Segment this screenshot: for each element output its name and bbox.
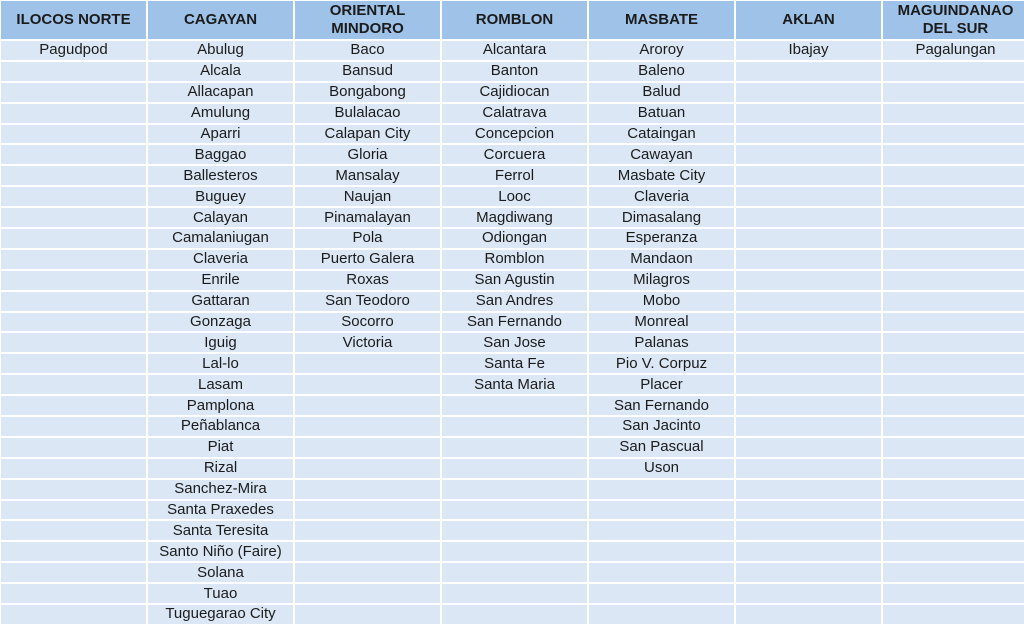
- table-cell: Roxas: [295, 271, 440, 290]
- table-cell: Sanchez-Mira: [148, 480, 293, 499]
- table-cell: Piat: [148, 438, 293, 457]
- column-header: CAGAYAN: [148, 1, 293, 39]
- table-cell: San Teodoro: [295, 292, 440, 311]
- table-cell: Concepcion: [442, 125, 587, 144]
- table-cell: [736, 208, 881, 227]
- table-cell: [736, 417, 881, 436]
- table-cell: [736, 542, 881, 561]
- table-cell: San Jose: [442, 333, 587, 352]
- table-cell: [442, 459, 587, 478]
- table-cell: [1, 333, 146, 352]
- table-cell: Lal-lo: [148, 354, 293, 373]
- table-body: [1, 41, 1024, 624]
- table-cell: San Agustin: [442, 271, 587, 290]
- table-cell: Dimasalang: [589, 208, 734, 227]
- table-row: [1, 417, 1024, 436]
- table-cell: [883, 584, 1024, 603]
- table-cell: San Andres: [442, 292, 587, 311]
- table-row: [1, 480, 1024, 499]
- table-cell: [442, 563, 587, 582]
- table-row: [1, 396, 1024, 415]
- table-cell: [295, 354, 440, 373]
- table-cell: Camalaniugan: [148, 229, 293, 248]
- table-cell: Pagalungan: [883, 41, 1024, 60]
- table-cell: [736, 333, 881, 352]
- table-cell: Baco: [295, 41, 440, 60]
- table-cell: [589, 605, 734, 624]
- column-header: ILOCOS NORTE: [1, 1, 146, 39]
- table-row: [1, 145, 1024, 164]
- table-row: [1, 292, 1024, 311]
- table-cell: Bansud: [295, 62, 440, 81]
- table-cell: [1, 563, 146, 582]
- table-row: [1, 605, 1024, 624]
- table-cell: Claveria: [148, 250, 293, 269]
- table-cell: [736, 313, 881, 332]
- table-cell: [736, 271, 881, 290]
- table-cell: [736, 229, 881, 248]
- table-cell: [295, 563, 440, 582]
- table-cell: [1, 501, 146, 520]
- table-cell: [1, 208, 146, 227]
- table-cell: [883, 187, 1024, 206]
- table-cell: Corcuera: [442, 145, 587, 164]
- table-cell: Santo Niño (Faire): [148, 542, 293, 561]
- table-cell: Socorro: [295, 313, 440, 332]
- table-cell: Baleno: [589, 62, 734, 81]
- table-cell: [883, 250, 1024, 269]
- table-cell: [883, 605, 1024, 624]
- table-cell: Cajidiocan: [442, 83, 587, 102]
- table-cell: Iguig: [148, 333, 293, 352]
- table-cell: [883, 313, 1024, 332]
- table-cell: [442, 438, 587, 457]
- table-cell: Pinamalayan: [295, 208, 440, 227]
- table-cell: [1, 459, 146, 478]
- table-cell: [883, 396, 1024, 415]
- table-cell: [883, 104, 1024, 123]
- table-cell: Banton: [442, 62, 587, 81]
- table-cell: [736, 584, 881, 603]
- table-cell: [442, 396, 587, 415]
- table-cell: [736, 292, 881, 311]
- table-cell: [883, 229, 1024, 248]
- table-cell: [589, 563, 734, 582]
- table-cell: Calatrava: [442, 104, 587, 123]
- column-header: AKLAN: [736, 1, 881, 39]
- table-cell: [736, 104, 881, 123]
- table-cell: Ibajay: [736, 41, 881, 60]
- table-row: [1, 229, 1024, 248]
- table-cell: Mandaon: [589, 250, 734, 269]
- table-cell: Aroroy: [589, 41, 734, 60]
- table-cell: [883, 459, 1024, 478]
- table-row: [1, 521, 1024, 540]
- table-cell: [736, 145, 881, 164]
- table-cell: [883, 438, 1024, 457]
- table-cell: [1, 250, 146, 269]
- table-cell: Masbate City: [589, 166, 734, 185]
- table-row: [1, 62, 1024, 81]
- table-cell: [883, 375, 1024, 394]
- table-cell: [1, 271, 146, 290]
- table-cell: [736, 250, 881, 269]
- table-cell: [736, 83, 881, 102]
- table-cell: [736, 396, 881, 415]
- table-cell: Pio V. Corpuz: [589, 354, 734, 373]
- column-header: MAGUINDANAO DEL SUR: [883, 1, 1024, 39]
- table-cell: Victoria: [295, 333, 440, 352]
- table-cell: Mansalay: [295, 166, 440, 185]
- table-cell: Calayan: [148, 208, 293, 227]
- table-cell: Gonzaga: [148, 313, 293, 332]
- table-cell: [736, 480, 881, 499]
- table-cell: Alcantara: [442, 41, 587, 60]
- table-cell: Allacapan: [148, 83, 293, 102]
- table-cell: Alcala: [148, 62, 293, 81]
- table-cell: San Pascual: [589, 438, 734, 457]
- table-cell: Bongabong: [295, 83, 440, 102]
- table-cell: [883, 166, 1024, 185]
- table-cell: [736, 187, 881, 206]
- table-cell: [736, 62, 881, 81]
- table-cell: Claveria: [589, 187, 734, 206]
- table-cell: [883, 125, 1024, 144]
- table-cell: Milagros: [589, 271, 734, 290]
- table-cell: Santa Praxedes: [148, 501, 293, 520]
- table-cell: Baggao: [148, 145, 293, 164]
- table-cell: [1, 83, 146, 102]
- table-cell: [442, 480, 587, 499]
- table-cell: Amulung: [148, 104, 293, 123]
- table-cell: Aparri: [148, 125, 293, 144]
- table-cell: [1, 104, 146, 123]
- table-cell: Santa Fe: [442, 354, 587, 373]
- table-cell: Cataingan: [589, 125, 734, 144]
- table-cell: Ballesteros: [148, 166, 293, 185]
- table-cell: [736, 166, 881, 185]
- table-row: [1, 354, 1024, 373]
- table-cell: Pola: [295, 229, 440, 248]
- table-row: [1, 501, 1024, 520]
- table-cell: Balud: [589, 83, 734, 102]
- table-cell: [442, 521, 587, 540]
- table-cell: [883, 354, 1024, 373]
- table-cell: [1, 584, 146, 603]
- table-cell: [736, 125, 881, 144]
- table-cell: [1, 542, 146, 561]
- table-row: [1, 166, 1024, 185]
- table-row: [1, 438, 1024, 457]
- table-cell: [736, 501, 881, 520]
- table-row: [1, 375, 1024, 394]
- table-cell: [1, 145, 146, 164]
- table-cell: [883, 333, 1024, 352]
- table-row: [1, 83, 1024, 102]
- table-cell: [295, 542, 440, 561]
- table-cell: San Fernando: [442, 313, 587, 332]
- table-cell: Tuguegarao City: [148, 605, 293, 624]
- table-cell: San Fernando: [589, 396, 734, 415]
- table-cell: [442, 605, 587, 624]
- table-row: [1, 187, 1024, 206]
- table-cell: Tuao: [148, 584, 293, 603]
- table-cell: [1, 438, 146, 457]
- table-cell: Palanas: [589, 333, 734, 352]
- table-cell: [1, 313, 146, 332]
- table-cell: [1, 417, 146, 436]
- table-cell: [295, 584, 440, 603]
- column-header: ORIENTAL MINDORO: [295, 1, 440, 39]
- table-row: [1, 563, 1024, 582]
- table-cell: Santa Maria: [442, 375, 587, 394]
- table-cell: [1, 125, 146, 144]
- header-row: [1, 1, 1024, 39]
- table-cell: Mobo: [589, 292, 734, 311]
- table-row: [1, 313, 1024, 332]
- table-row: [1, 41, 1024, 60]
- table-cell: [736, 438, 881, 457]
- table-cell: [589, 584, 734, 603]
- table-cell: [1, 396, 146, 415]
- table-row: [1, 542, 1024, 561]
- table-cell: Bulalacao: [295, 104, 440, 123]
- table-cell: [883, 292, 1024, 311]
- table-cell: [295, 480, 440, 499]
- table-cell: [736, 459, 881, 478]
- table-cell: Romblon: [442, 250, 587, 269]
- table-cell: [736, 375, 881, 394]
- table-cell: [295, 605, 440, 624]
- table-cell: [883, 62, 1024, 81]
- table-row: [1, 584, 1024, 603]
- table-cell: [1, 375, 146, 394]
- table-cell: Looc: [442, 187, 587, 206]
- table-cell: Naujan: [295, 187, 440, 206]
- table-cell: [736, 521, 881, 540]
- table-row: [1, 250, 1024, 269]
- table-cell: [1, 62, 146, 81]
- table-cell: [295, 375, 440, 394]
- table-cell: Lasam: [148, 375, 293, 394]
- table-cell: [736, 563, 881, 582]
- table-cell: [1, 480, 146, 499]
- table-cell: Puerto Galera: [295, 250, 440, 269]
- table-cell: [883, 480, 1024, 499]
- table-cell: Monreal: [589, 313, 734, 332]
- table-cell: [883, 501, 1024, 520]
- table-cell: [589, 521, 734, 540]
- table-cell: [1, 292, 146, 311]
- table-cell: [295, 521, 440, 540]
- table-row: [1, 333, 1024, 352]
- table-cell: Peñablanca: [148, 417, 293, 436]
- table-cell: Uson: [589, 459, 734, 478]
- table-cell: [295, 417, 440, 436]
- table-cell: [1, 187, 146, 206]
- table-cell: Odiongan: [442, 229, 587, 248]
- table-row: [1, 104, 1024, 123]
- table-cell: Cawayan: [589, 145, 734, 164]
- table-cell: Ferrol: [442, 166, 587, 185]
- table-cell: [883, 145, 1024, 164]
- table-cell: [883, 521, 1024, 540]
- table-cell: Pagudpod: [1, 41, 146, 60]
- table-cell: [883, 417, 1024, 436]
- table-cell: [883, 271, 1024, 290]
- table-cell: Magdiwang: [442, 208, 587, 227]
- table-cell: Batuan: [589, 104, 734, 123]
- table-cell: [883, 542, 1024, 561]
- table-cell: [295, 396, 440, 415]
- table-cell: San Jacinto: [589, 417, 734, 436]
- table-cell: [1, 229, 146, 248]
- table-cell: Rizal: [148, 459, 293, 478]
- table-cell: [295, 438, 440, 457]
- table-cell: [589, 542, 734, 561]
- table-cell: [883, 83, 1024, 102]
- table-row: [1, 271, 1024, 290]
- table-cell: [1, 354, 146, 373]
- table-cell: [295, 501, 440, 520]
- table-row: [1, 459, 1024, 478]
- table-cell: Buguey: [148, 187, 293, 206]
- table-cell: [736, 354, 881, 373]
- table-row: [1, 125, 1024, 144]
- table-cell: Abulug: [148, 41, 293, 60]
- table-cell: Santa Teresita: [148, 521, 293, 540]
- table-cell: Enrile: [148, 271, 293, 290]
- table-cell: [1, 521, 146, 540]
- table-cell: Placer: [589, 375, 734, 394]
- table-cell: [1, 605, 146, 624]
- table-cell: [736, 605, 881, 624]
- table-cell: Solana: [148, 563, 293, 582]
- table-cell: Esperanza: [589, 229, 734, 248]
- table-cell: [295, 459, 440, 478]
- table-cell: [442, 584, 587, 603]
- table-cell: [589, 480, 734, 499]
- table-cell: Pamplona: [148, 396, 293, 415]
- table-cell: [883, 208, 1024, 227]
- column-header: MASBATE: [589, 1, 734, 39]
- table-cell: [883, 563, 1024, 582]
- table-cell: [1, 166, 146, 185]
- table-cell: Calapan City: [295, 125, 440, 144]
- table-cell: [442, 501, 587, 520]
- table-cell: [442, 417, 587, 436]
- table-cell: Gattaran: [148, 292, 293, 311]
- table-cell: Gloria: [295, 145, 440, 164]
- table-cell: [442, 542, 587, 561]
- table-cell: [589, 501, 734, 520]
- column-header: ROMBLON: [442, 1, 587, 39]
- table-row: [1, 208, 1024, 227]
